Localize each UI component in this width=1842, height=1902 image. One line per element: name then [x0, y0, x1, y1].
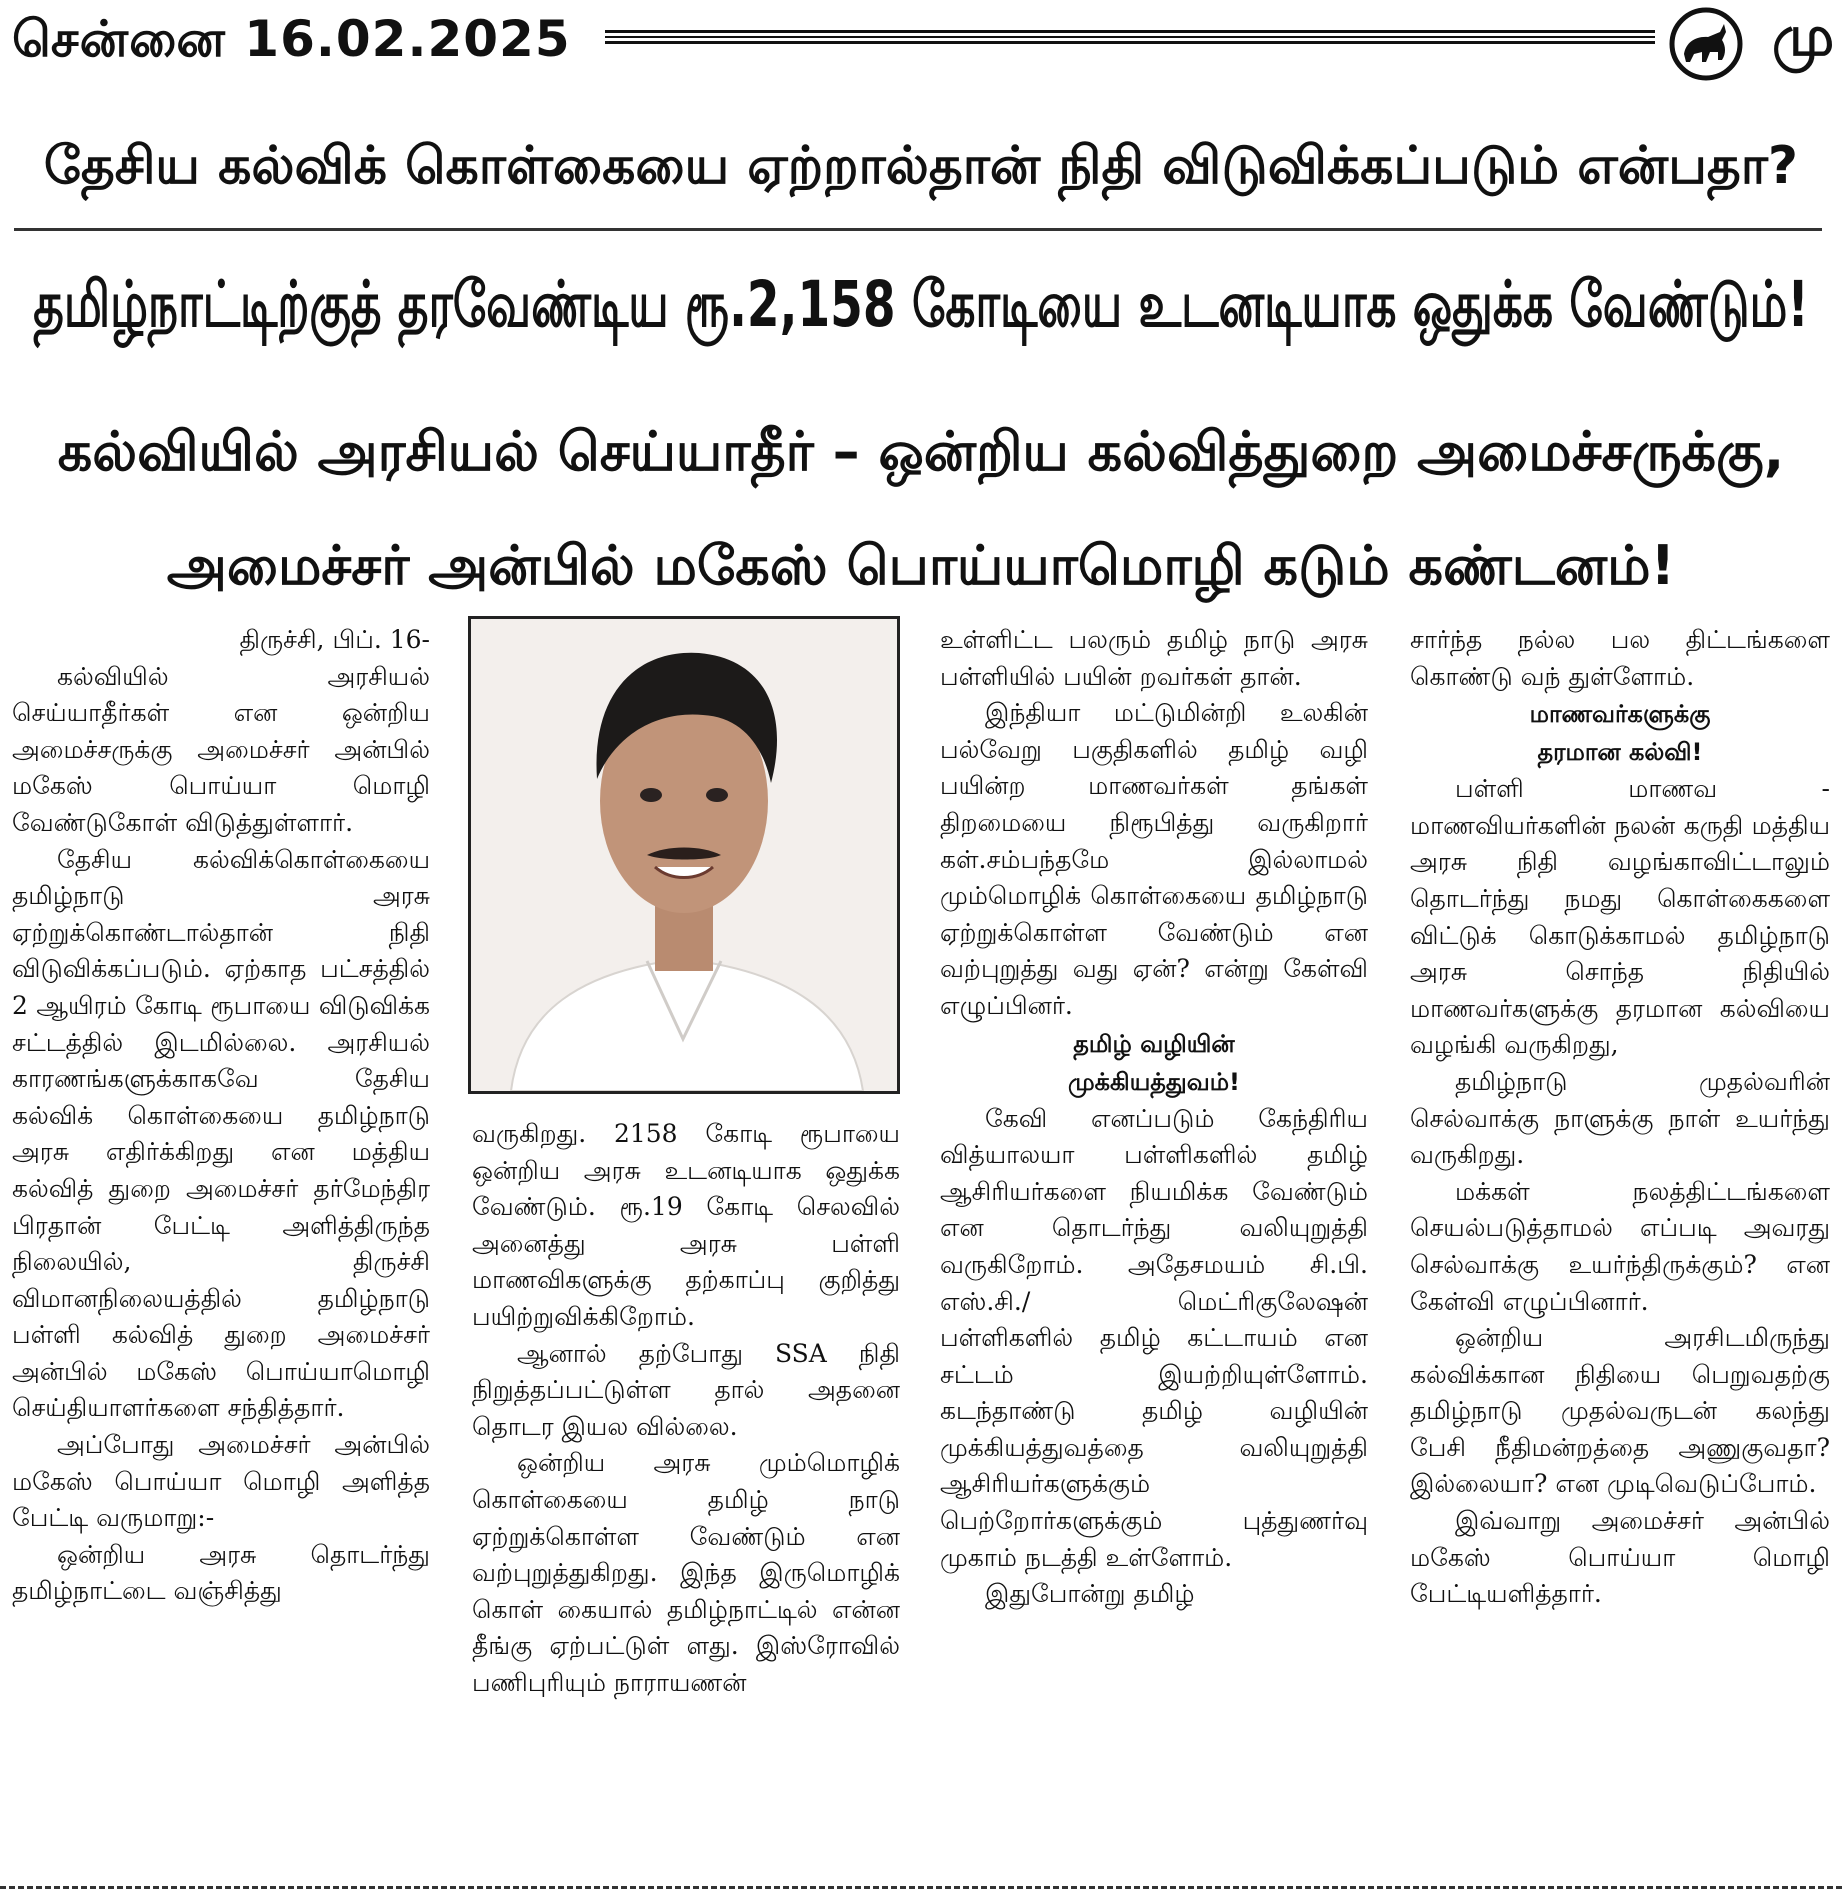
minister-photo	[468, 616, 900, 1094]
subheadline-1: கல்வியில் அரசியல் செய்யாதீர் – ஒன்றிய கல்வித்துறை அமைச்சருக்கு,	[57, 420, 1785, 483]
kicker-rule	[14, 228, 1822, 231]
paragraph: உள்ளிட்ட பலரும் தமிழ் நாடு அரசு பள்ளியில் பயின் றவர்கள் தான்.	[940, 625, 1368, 691]
subhead-line: மாணவர்களுக்கு	[1529, 700, 1711, 729]
paragraph: கல்வியில் அரசியல் செய்யாதீர்கள் என ஒன்றிய அமைச்சருக்கு அமைச்சர் அன்பில் மகேஸ் பொய்யா மொழி வேண்டுகோள் விடுத்துள்ளார்.	[12, 661, 430, 837]
article-dateline: திருச்சி, பிப். 16-	[239, 625, 430, 654]
subhead-line: தமிழ் வழியின்	[1073, 1029, 1235, 1058]
paragraph: சார்ந்த நல்ல பல திட்டங்களை கொண்டு வந் துள்ளோம்.	[1410, 625, 1830, 691]
article-column-4	[1410, 622, 1830, 1613]
paragraph: மக்கள் நலத்திட்டங்களை செயல்படுத்தாமல் எப்படி அவரது செல்வாக்கு உயர்ந்திருக்கும்? என கேள்வி எழுப்பினார்.	[1410, 1176, 1830, 1316]
masthead-rule	[605, 30, 1655, 44]
subheadline-2: அமைச்சர் அன்பில் மகேஸ் பொய்யாமொழி கடும் கண்டனம்!	[166, 534, 1676, 597]
paragraph: இவ்வாறு அமைச்சர் அன்பில் மகேஸ் பொய்யா மொழி பேட்டியளித்தார்.	[1410, 1506, 1830, 1609]
paragraph: ஒன்றிய அரசு மும்மொழிக் கொள்கையை தமிழ் நாடு ஏற்றுக்கொள்ள வேண்டும் என வற்புறுத்துகிறது. இந்த இருமொழிக் கொள் கையால் தமிழ்நாட்டில் என்ன தீங்கு ஏற்பட்டுள் ளது. இஸ்ரோவில் பணிபுரியும் நாராயணன்	[472, 1448, 900, 1697]
paragraph: தேசிய கல்விக்கொள்கையை தமிழ்நாடு அரசு ஏற்றுக்கொண்டால்தான் நிதி விடுவிக்கப்படும். ஏற்காத பட்சத்தில் 2 ஆயிரம் கோடி ரூபாயை விடுவிக்க சட்டத்தில் இடமில்லை. அரசியல் காரணங்களுக்காகவே தேசிய கல்விக் கொள்கையை தமிழ்நாடு அரசு எதிர்க்கிறது என மத்திய கல்வித் துறை அமைச்சர் தர்மேந்திர பிரதான் பேட்டி அளித்திருந்த நிலையில், திருச்சி விமானநிலையத்தில் தமிழ்நாடு பள்ளி கல்வித் துறை அமைச்சர் அன்பில் மகேஸ் பொய்யாமொழி செய்தியாளர்களை சந்தித்தார்.	[12, 844, 430, 1423]
subhead-line: தரமான கல்வி!	[1537, 738, 1703, 767]
bottom-cut-line	[0, 1886, 1842, 1889]
paragraph: வருகிறது. 2158 கோடி ரூபாயை ஒன்றிய அரசு உடனடியாக ஒதுக்க வேண்டும். ரூ.19 கோடி செலவில் அனைத்து அரசு பள்ளி மாணவிகளுக்கு தற்காப்பு குறித்து பயிற்றுவிக்கிறோம்.	[472, 1119, 900, 1331]
article-column-2	[472, 1116, 900, 1702]
paragraph: ஒன்றிய அரசிடமிருந்து கல்விக்கான நிதியை பெறுவதற்கு தமிழ்நாடு முதல்வருடன் கலந்து பேசி நீதிமன்றத்தை அணுகுவதா? இல்லையா? என முடிவெடுப்போம்.	[1410, 1323, 1830, 1499]
article-column-3	[940, 622, 1368, 1613]
paragraph: கேவி எனப்படும் கேந்திரிய வித்யாலயா பள்ளிகளில் தமிழ் ஆசிரியர்களை நியமிக்க வேண்டும் என தொடர்ந்து வலியுறுத்தி வருகிறோம். அதேசமயம் சி.பி. எஸ்.சி./ மெட்ரிகுலேஷன் பள்ளிகளில் தமிழ் கட்டாயம் என சட்டம் இயற்றியுள்ளோம். கடந்தாண்டு தமிழ் வழியின் முக்கியத்துவத்தை வலியுறுத்தி ஆசிரியர்களுக்கும் பெற்றோர்களுக்கும் புத்துணர்வு முகாம் நடத்தி உள்ளோம்.	[940, 1103, 1368, 1572]
paragraph: தமிழ்நாடு முதல்வரின் செல்வாக்கு நாளுக்கு நாள் உயர்ந்து வருகிறது.	[1410, 1066, 1830, 1170]
paragraph: அப்போது அமைச்சர் அன்பில் மகேஸ் பொய்யா மொழி அளித்த பேட்டி வருமாறு:-	[12, 1430, 430, 1533]
article-column-1	[12, 622, 430, 1610]
masthead-edge-letter: மு	[1772, 4, 1835, 69]
subhead-line: முக்கியத்துவம்!	[1068, 1067, 1240, 1096]
paragraph: இதுபோன்று தமிழ்	[985, 1579, 1195, 1609]
main-headline: தமிழ்நாட்டிற்குத் தரவேண்டிய ரூ.2,158 கோடியை உடனடியாக ஒதுக்க வேண்டும்!	[33, 268, 1809, 343]
bull-emblem-icon	[1668, 6, 1744, 82]
paragraph: ஒன்றிய அரசு தொடர்ந்து தமிழ்நாட்டை வஞ்சித்து	[12, 1539, 430, 1606]
portrait-illustration	[471, 619, 897, 1091]
kicker-headline: தேசிய கல்விக் கொள்கையை ஏற்றால்தான் நிதி விடுவிக்கப்படும் என்பதா?	[43, 136, 1799, 196]
paragraph: இந்தியா மட்டுமின்றி உலகின் பல்வேறு பகுதிகளில் தமிழ் வழி பயின்ற மாணவர்கள் தங்கள் திறமையை நிரூபித்து வருகிறார் கள்.சம்பந்தமே இல்லாமல் மும்மொழிக் கொள்கையை தமிழ்நாடு ஏற்றுக்கொள்ள வேண்டும் என வற்புறுத்து வது ஏன்? என்று கேள்வி எழுப்பினர்.	[940, 698, 1368, 1020]
dateline: சென்னை 16.02.2025	[12, 10, 571, 68]
paragraph: ஆனால் தற்போது SSA நிதி நிறுத்தப்பட்டுள்ள தால் அதனை தொடர இயல வில்லை.	[472, 1338, 900, 1441]
paragraph: பள்ளி மாணவ - மாணவியர்களின் நலன் கருதி மத்திய அரசு நிதி வழங்காவிட்டாலும் தொடர்ந்து நமது கொள்கைகளை விட்டுக் கொடுக்காமல் தமிழ்நாடு அரசு சொந்த நிதியில் மாணவர்களுக்கு தரமான கல்வியை வழங்கி வருகிறது,	[1410, 774, 1830, 1060]
